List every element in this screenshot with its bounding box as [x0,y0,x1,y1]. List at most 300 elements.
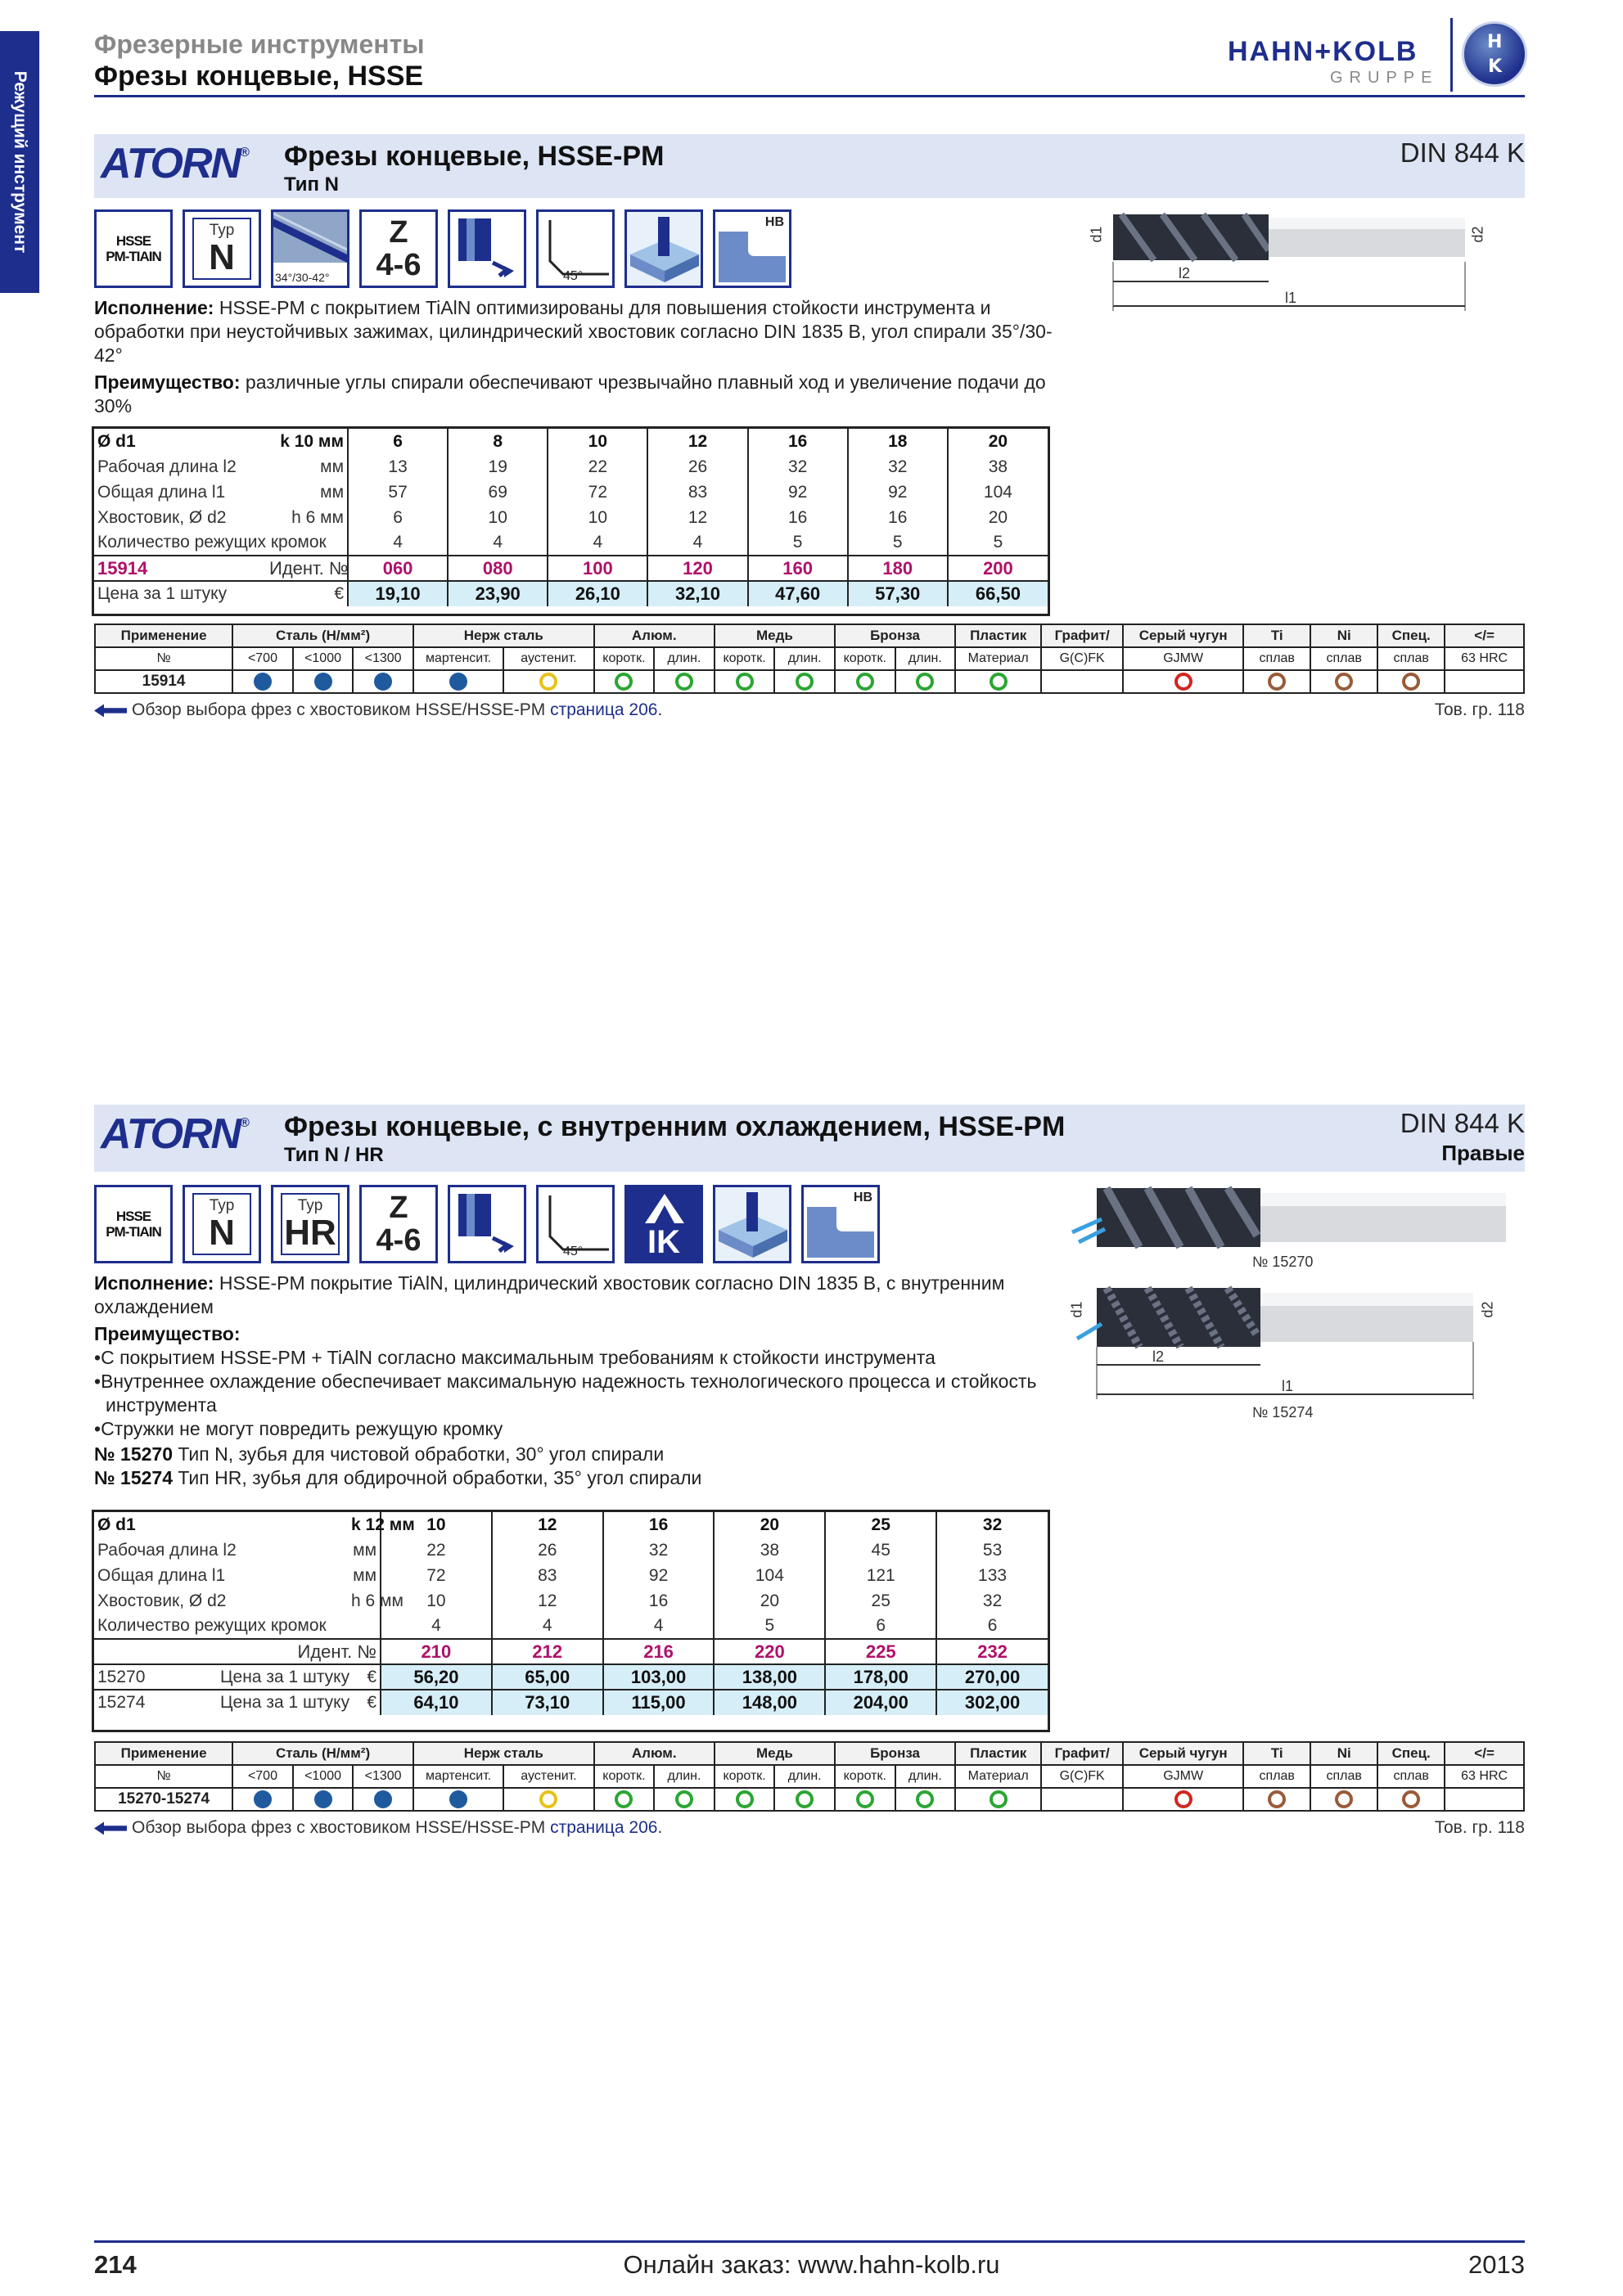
back-arrow-icon [94,1821,127,1835]
coating-line2: PM-TIAIN [106,1224,161,1240]
spec-value: 4 [348,530,448,556]
variant-text: Тип HR, зубья для обдирочной обработки, 35° угол спирали [173,1467,702,1488]
spec-row [94,530,1048,556]
material-group: Графит/ [1041,624,1123,647]
material-subgroup: G(C)FK [1041,647,1123,670]
section1-header [94,134,1525,198]
atorn-brand-mark: ® [240,1116,248,1130]
suitability-cell [774,1788,835,1811]
suitability-cell [413,1788,503,1811]
material-subgroup: коротк. [594,1765,655,1788]
material-subgroup: коротк. [835,1765,895,1788]
material-subgroup: G(C)FK [1041,1765,1123,1788]
material-subgroup: длин. [654,1765,715,1788]
typ-value: N [209,237,235,277]
material-subgroup: GJMW [1123,647,1243,670]
material-group: Спец. [1377,624,1445,647]
suitability-red-icon [1174,673,1192,691]
price-value: 103,00 [603,1664,715,1690]
note-page-link[interactable]: страница 206 [550,1818,658,1837]
article-number: 15270 [94,1664,217,1690]
application-article-number: 15270-15274 [95,1788,232,1811]
section1-icons [94,209,791,288]
z-value: 4-6 [376,248,422,282]
application-suitability-row [95,670,1524,693]
suitability-green-icon [796,673,814,691]
note-page-link[interactable]: страница 206 [550,700,658,719]
material-group: Медь [715,624,835,647]
material-subgroup: GJMW [1123,1765,1243,1788]
currency: € [348,1690,381,1715]
spec-row [94,1588,1048,1614]
spec-value: 32 [936,1512,1048,1537]
material-subgroup: сплав [1310,1765,1377,1788]
material-subgroup: мартенсит. [413,1765,503,1788]
material-group: Применение [95,624,232,647]
section2-standard: DIN 844 K [1400,1108,1525,1138]
product-group: Тов. гр. 118 [1434,1818,1525,1837]
suitability-cell [503,670,593,693]
spec-value: 25 [825,1588,936,1614]
material-subgroup: Материал [955,647,1041,670]
application-header-row [95,624,1524,647]
suitability-cell [293,1788,354,1811]
material-group: Серый чугун [1123,1742,1243,1765]
suitability-brown-icon [1268,1790,1286,1808]
online-order[interactable]: Онлайн заказ: www.hahn-kolb.ru [623,2250,1000,2279]
spec-value: 38 [714,1537,825,1563]
suitability-cell [594,670,655,693]
suitability-yellow-icon [539,1790,557,1808]
spec-unit: h 6 мм [351,1591,403,1610]
spec-value: 38 [948,454,1048,479]
ident-row [94,556,1048,581]
price-value: 57,30 [848,581,948,606]
spec-value: 26 [492,1537,603,1563]
spec-value: 45 [825,1537,936,1563]
z-value: 4-6 [376,1223,422,1258]
suitability-cell [1310,670,1377,693]
execution-text: HSSE-PM с покрытием TiAlN оптимизированы для повышения стойкости инструмента и обработки при неустойчивых зажимах, цилиндрический хвостовик согласно DIN 1835 B, угол спирали 35°/30-42° [94,297,1053,366]
suitability-cell [1243,670,1310,693]
ident-code[interactable]: 200 [948,556,1048,581]
spec-unit: мм [320,482,344,502]
price-row [94,1664,1048,1690]
suitability-cell [835,670,895,693]
hb-label: HB [853,1191,872,1204]
price-value: 66,50 [948,581,1048,606]
spec-value: 22 [548,454,647,479]
typ-label: Typ [209,1197,235,1214]
atorn-brand: ATORN [101,140,241,187]
suitability-brown-icon [1335,1790,1353,1808]
suitability-blue-icon [449,673,467,691]
logo-emblem-icon [1462,21,1527,87]
suitability-cell [1243,1788,1310,1811]
suitability-brown-icon [1402,673,1420,691]
suitability-green-icon [615,1790,633,1808]
price-value: 64,10 [381,1690,492,1715]
type-n-icon [183,1185,261,1263]
spec-value: 16 [748,429,848,454]
material-subgroup: № [95,647,232,670]
ident-code[interactable]: 060 [348,556,448,581]
suitability-cell [232,670,293,693]
suitability-cell [654,670,715,693]
spec-label: Ø d1 [97,1515,136,1534]
spec-value: 32 [936,1588,1048,1614]
section2-icons [94,1185,880,1263]
section1-tool-drawing [1089,205,1498,319]
spec-value: 133 [936,1563,1048,1588]
application-suitability-row [95,1788,1524,1811]
variant-number: № 15274 [94,1467,173,1488]
price-value: 204,00 [825,1690,936,1715]
suitability-cell [895,670,956,693]
suitability-green-icon [856,673,874,691]
spec-value: 4 [492,1614,603,1639]
milling-direction-icon [448,209,526,288]
material-group: Ti [1243,624,1310,647]
ident-code[interactable]: 080 [448,556,548,581]
back-arrow-icon [94,704,127,717]
spec-row [94,1537,1048,1563]
material-subgroup: сплав [1310,647,1377,670]
internal-cooling-icon [624,1185,703,1263]
dim-l2: l2 [1179,265,1191,281]
note-text: Обзор выбора фрез с хвостовиком HSSE/HSSE-PM [132,1818,551,1837]
spec-unit: k 12 мм [351,1515,415,1534]
execution-text: HSSE-PM покрытие TiAlN, цилиндрический хвостовик согласно DIN 1835 B, с внутренним охлаждением [94,1272,1005,1317]
price-value: 19,10 [348,581,448,606]
dim-l1: l1 [1282,1378,1294,1394]
price-value: 302,00 [936,1690,1048,1715]
material-subgroup: аустенит. [503,1765,593,1788]
spec-unit: k 10 мм [280,431,344,451]
drawing-label-15274: № 15274 [1252,1404,1314,1420]
type-hr-icon [271,1185,349,1263]
spec-value: 5 [748,530,848,556]
suitability-green-icon [990,1790,1008,1808]
material-subgroup: <1000 [293,647,354,670]
spec-unit: h 6 мм [291,507,344,527]
page-number: 214 [94,2250,137,2279]
header-divider [94,95,1525,97]
logo-letter-h: H [1487,32,1503,52]
advantage-item: •Стружки не могут повредить режущую кромку [94,1418,503,1439]
material-group: Применение [95,1742,232,1765]
spec-value: 4 [381,1614,492,1639]
ident-code[interactable]: 216 [603,1639,715,1664]
spec-value: 72 [381,1563,492,1588]
coating-line2: PM-TIAIN [106,249,161,264]
spec-unit: мм [320,457,344,476]
section2-note [94,1818,1525,1838]
suitability-blue-icon [449,1790,467,1808]
material-group: Алюм. [594,624,715,647]
note-end: . [657,700,663,719]
execution-paragraph [94,1272,1060,1319]
application-subheader-row [95,1765,1524,1788]
ident-code[interactable]: 100 [548,556,647,581]
spec-row [94,505,1048,530]
section1-title: Фрезы концевые, HSSE-PM [284,141,665,172]
spec-label: Общая длина l1 [97,482,226,502]
price-value: 56,20 [381,1664,492,1690]
suitability-cell [353,1788,413,1811]
spec-value: 16 [748,505,848,530]
spec-row [94,429,1048,454]
corner-angle-icon [536,1185,615,1263]
suitability-brown-icon [1268,673,1286,691]
material-subgroup: коротк. [715,1765,775,1788]
material-subgroup: № [95,1765,232,1788]
material-subgroup: мартенсит. [413,647,503,670]
suitability-green-icon [916,1790,934,1808]
application-header-row [95,1742,1524,1765]
suitability-cell [1123,1788,1243,1811]
suitability-brown-icon [1335,673,1353,691]
spec-label: Хвостовик, Ø d2 [97,507,227,527]
spec-unit: мм [353,1540,376,1560]
spec-label: Рабочая длина l2 [97,1540,237,1560]
spec-value: 57 [348,479,448,505]
material-subgroup: длин. [774,1765,835,1788]
spec-value: 10 [548,505,647,530]
spec-value: 12 [492,1512,603,1537]
spec-label: Хвостовик, Ø d2 [97,1591,227,1610]
section1-subtitle: Тип N [284,173,339,196]
section1-spec-table [94,429,1048,606]
suitability-blue-icon [314,673,332,691]
dim-l2: l2 [1152,1348,1165,1365]
drawing-label-15270: № 15270 [1252,1254,1314,1270]
side-tab [0,31,39,293]
suitability-cell [594,1788,655,1811]
ident-code[interactable]: 220 [714,1639,825,1664]
material-group: Нерж сталь [413,1742,594,1765]
material-subgroup: длин. [774,647,835,670]
price-value: 115,00 [603,1690,715,1715]
suitability-cell [1445,670,1524,693]
ident-code[interactable]: 212 [492,1639,603,1664]
advantage-label: Преимущество: [94,371,241,393]
execution-label: Исполнение: [94,297,214,318]
material-subgroup: длин. [895,647,956,670]
suitability-green-icon [736,673,754,691]
dim-l1: l1 [1285,290,1297,306]
teeth-count-icon [359,1185,438,1263]
price-value: 26,10 [548,581,647,606]
advantage-label: Преимущество: [94,1323,241,1344]
material-subgroup: <700 [232,647,293,670]
suitability-blue-icon [314,1790,332,1808]
spec-value: 4 [647,530,747,556]
spec-value: 10 [448,505,548,530]
material-group: </= [1445,1742,1524,1765]
spec-label: Ø d1 [97,431,136,451]
spec-value: 12 [647,429,747,454]
spec-value: 19 [448,454,548,479]
note-end: . [657,1818,663,1837]
page-title: Фрезы концевые, HSSE [94,61,424,92]
material-subgroup: сплав [1377,647,1445,670]
suitability-cell [1377,1788,1445,1811]
material-subgroup: коротк. [715,647,775,670]
advantage-label-line [94,1322,1060,1346]
price-label: Цена за 1 штуку [217,1664,348,1690]
price-value: 148,00 [714,1690,825,1715]
ident-code[interactable]: 210 [381,1639,492,1664]
material-subgroup: длин. [895,1765,956,1788]
ident-code[interactable]: 225 [825,1639,936,1664]
suitability-green-icon [796,1790,814,1808]
spec-value: 13 [348,454,448,479]
material-group: Пластик [955,624,1041,647]
spec-value: 6 [825,1614,936,1639]
material-subgroup: 63 HRC [1445,1765,1524,1788]
material-group: Графит/ [1041,1742,1123,1765]
dim-d1: d1 [1088,226,1105,243]
angle-label: 45° [563,1245,584,1258]
price-label: Цена за 1 штуку [217,1690,348,1715]
suitability-green-icon [675,1790,693,1808]
material-group: Медь [715,1742,835,1765]
material-subgroup: <700 [232,1765,293,1788]
material-group: Пластик [955,1742,1041,1765]
material-subgroup: сплав [1243,1765,1310,1788]
material-subgroup: <1300 [353,1765,413,1788]
spec-value: 69 [448,479,548,505]
z-label: Z [389,215,408,250]
spec-value: 22 [381,1537,492,1563]
variant-line [94,1443,1060,1466]
suitability-cell [1041,670,1123,693]
slot-profile-icon [801,1185,880,1263]
spec-value: 121 [825,1563,936,1588]
spec-value: 53 [936,1537,1048,1563]
price-value: 32,10 [647,581,747,606]
coating-icon [94,209,173,288]
atorn-logo [101,139,248,188]
material-subgroup: <1000 [293,1765,354,1788]
logo-letter-k: K [1488,56,1503,77]
ident-code[interactable]: 180 [848,556,948,581]
spec-value: 18 [848,429,948,454]
suitability-cell [1123,670,1243,693]
ident-spacer [94,1639,217,1664]
spec-value: 6 [936,1614,1048,1639]
advantage-list [94,1346,1060,1441]
spec-value: 10 [548,429,647,454]
material-subgroup: сплав [1377,1765,1445,1788]
advantage-text: С покрытием HSSE-PM + TiAlN согласно максимальным требованиям к стойкости инструмента [101,1347,935,1368]
application-article-number: 15914 [95,670,232,693]
spec-value: 92 [603,1563,715,1588]
ident-code[interactable]: 232 [936,1639,1048,1664]
spec-value: 20 [948,429,1048,454]
execution-label: Исполнение: [94,1272,214,1294]
suitability-cell [774,670,835,693]
suitability-blue-icon [374,673,392,691]
ident-code[interactable]: 160 [748,556,848,581]
material-group: Бронза [835,1742,955,1765]
hb-label: HB [764,215,784,229]
suitability-cell [413,670,503,693]
price-value: 178,00 [825,1664,936,1690]
coating-line1: HSSE [115,1209,151,1224]
suitability-cell [1445,1788,1524,1811]
material-subgroup: сплав [1243,647,1310,670]
suitability-green-icon [990,673,1008,691]
suitability-yellow-icon [539,673,557,691]
article-number: 15274 [94,1690,217,1715]
spec-value: 10 [381,1512,492,1537]
variant-line [94,1466,1060,1490]
spec-value: 83 [647,479,747,505]
section2-hand: Правые [1441,1141,1525,1165]
header-category: Фрезерные инструменты [94,29,425,59]
spec-row [94,454,1048,479]
suitability-blue-icon [254,673,272,691]
ident-code[interactable]: 120 [647,556,747,581]
coating-icon [94,1185,173,1263]
spec-value: 16 [848,505,948,530]
section2-application-table [94,1741,1525,1812]
spec-label: Рабочая длина l2 [97,457,237,476]
spec-value: 32 [603,1537,715,1563]
spec-unit: мм [353,1565,376,1585]
material-group: Спец. [1377,1742,1445,1765]
material-subgroup: <1300 [353,647,413,670]
ident-row [94,1639,1048,1664]
spec-value: 12 [647,505,747,530]
spec-label: Общая длина l1 [97,1565,226,1585]
slot-profile-icon [713,209,791,288]
material-subgroup: коротк. [835,647,895,670]
spec-row [94,479,1048,505]
advantage-text: Внутреннее охлаждение обеспечивает максимальную надежность технологического процесса и стойкость инструмента [101,1371,1037,1416]
suitability-cell [1377,670,1445,693]
side-tab-label: Режущий инструмент [11,70,29,254]
suitability-cell [715,1788,775,1811]
atorn-logo [101,1110,248,1159]
typ-value: N [209,1213,235,1253]
suitability-cell [955,1788,1041,1811]
helix-angle-icon [271,209,349,288]
material-group: Алюм. [594,1742,715,1765]
typ2-value: HR [284,1213,336,1253]
typ-label: Typ [209,222,235,239]
advantage-item: •Внутреннее охлаждение обеспечивает максимальную надежность технологического процесса и стойкость инструмента [94,1371,1037,1416]
section2-spec-table [94,1512,1048,1715]
catalog-year: 2013 [1468,2250,1525,2279]
variant-text: Тип N, зубья для чистовой обработки, 30° угол спирали [173,1443,665,1465]
advantage-text: различные углы спирали обеспечивают чрезвычайно плавный ход и увеличение подачи до 30% [94,371,1046,416]
suitability-cell [895,1788,956,1811]
plunge-icon [713,1185,791,1263]
suitability-green-icon [736,1790,754,1808]
material-group: Ni [1310,1742,1377,1765]
advantage-paragraph [94,371,1060,418]
section2-header [94,1105,1525,1172]
logo-sub: GRUPPE [1330,69,1439,87]
currency: € [348,1664,381,1690]
suitability-cell [1041,1788,1123,1811]
spec-value: 83 [492,1563,603,1588]
spec-row [94,1563,1048,1588]
price-value: 47,60 [748,581,848,606]
